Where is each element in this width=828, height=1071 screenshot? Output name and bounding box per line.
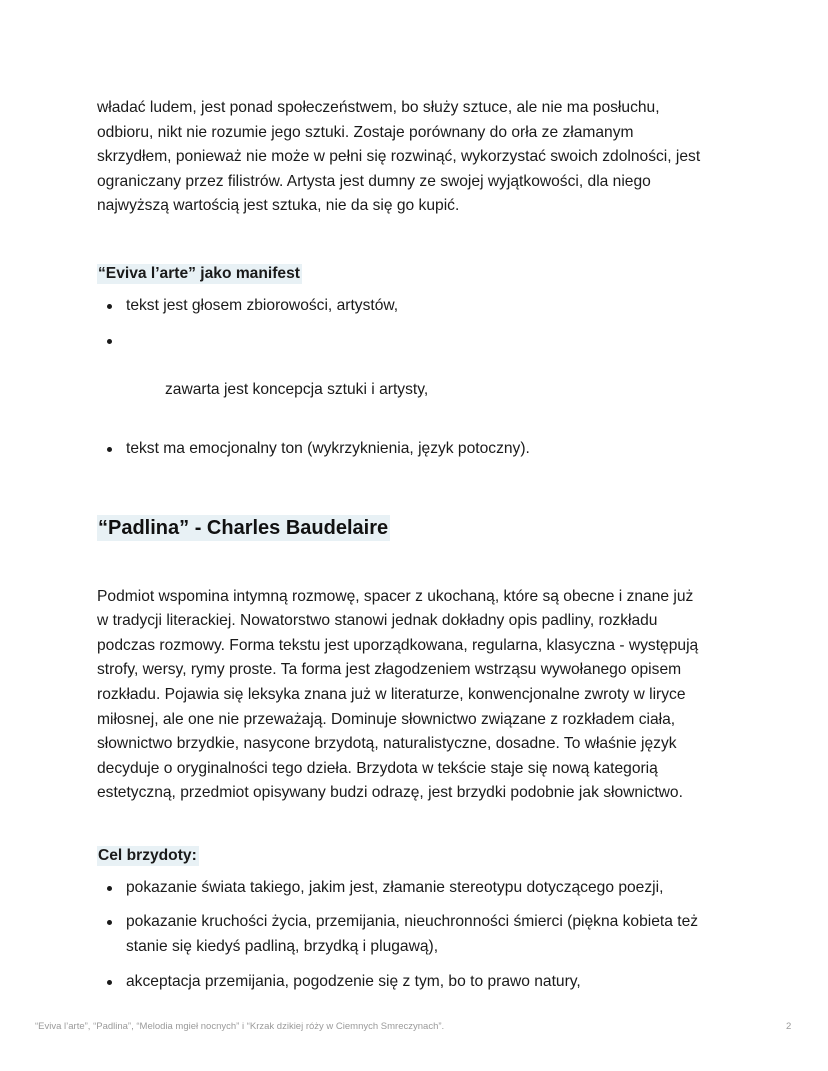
list-item-text: stanie się kiedyś padliną, brzydką i plugawą), — [126, 938, 439, 956]
bullet-icon — [107, 886, 112, 891]
padlina-section — [97, 515, 737, 806]
cel-list — [97, 876, 737, 994]
list-item — [97, 876, 737, 901]
list-item-text: pokazanie świata takiego, jakim jest, złamanie stereotypu dotyczącego poezji, — [126, 878, 664, 896]
paragraph-line: w tradycji literackiej. Nowatorstwo stanowi jednak dokładny opis padliny, rozkładu — [97, 612, 658, 630]
paragraph-line: podczas rozmowy. Forma tekstu jest uporządkowana, regularna, klasyczna - występują — [97, 636, 699, 654]
intro-line: władać ludem, jest ponad społeczeństwem, bo służy sztuce, ale nie ma posłuchu, — [97, 99, 660, 116]
list-item — [97, 437, 737, 462]
document-page — [97, 96, 737, 994]
section-title: “Padlina” - Charles Baudelaire — [98, 516, 389, 539]
list-item — [97, 970, 737, 995]
paragraph-line: Podmiot wspomina intymną rozmowę, spacer z ukochaną, które są obecne i znane już — [97, 587, 694, 605]
list-item-text: zawarta jest koncepcja sztuki i artysty, — [160, 380, 429, 398]
paragraph-line: słownictwo brzydkie, nasycone brzydotą, naturalistyczne, dosadne. To właśnie język — [97, 735, 677, 753]
intro-line: skrzydłem, ponieważ nie może w pełni się rozwinąć, wykorzystać swoich zdolności, jest — [97, 148, 701, 166]
manifest-section — [97, 264, 737, 462]
intro-line: odbioru, nikt nie rozumie jego sztuki. Zostaje porównany do orła ze złamanym — [97, 123, 634, 141]
manifest-heading: “Eviva l’arte” jako manifest — [98, 264, 300, 282]
paragraph-line: estetyczną, przedmiot opisywany budzi odrazę, jest brzydki podobnie jak słownictwo. — [97, 784, 683, 802]
bullet-icon — [107, 920, 112, 925]
bullet-icon — [107, 304, 112, 309]
paragraph-line: miłosnej, ale one nie przeważają. Dominuje słownictwo związane z rozkładem ciała, — [97, 710, 676, 728]
list-item-text: pokazanie kruchości życia, przemijania, nieuchronności śmierci (piękna kobieta też — [126, 913, 699, 931]
list-item-text: tekst ma emocjonalny ton (wykrzyknienia, język potoczny). — [126, 439, 530, 457]
padlina-paragraph — [97, 585, 737, 806]
list-item-text: akceptacja przemijania, pogodzenie się z tym, bo to prawo natury, — [126, 972, 581, 990]
list-item — [97, 294, 737, 319]
cel-heading: Cel brzydoty: — [98, 846, 197, 864]
intro-paragraph — [97, 96, 737, 219]
page-footer: “Eviva l’arte”, “Padlina”, “Melodia mgieł nocnych” i “Krzak dzikiej róży w Ciemnych Smreczynach”. — [35, 1021, 445, 1032]
page-number: 2 — [786, 1021, 792, 1032]
manifest-list — [97, 294, 737, 462]
paragraph-line: strofy, wersy, rymy proste. Ta forma jest złagodzeniem wstrząsu wywołanego opisem — [97, 661, 682, 679]
cel-section — [97, 846, 737, 994]
paragraph-line: rozkładu. Pojawia się leksyka znana już w literaturze, konwencjonalne zwroty w liryce — [97, 685, 686, 703]
paragraph-line: decyduje o oryginalności tego dzieła. Brzydota w tekście staje się nową kategorią — [97, 759, 658, 777]
bullet-icon — [107, 980, 112, 985]
bullet-icon — [107, 339, 112, 344]
list-item — [97, 329, 737, 427]
bullet-icon — [107, 447, 112, 452]
intro-line: najwyższą wartością jest sztuka, nie da się go kupić. — [97, 197, 460, 215]
list-item — [97, 910, 737, 959]
list-item-text: tekst jest głosem zbiorowości, artystów, — [126, 296, 399, 314]
intro-line: ograniczany przez filistrów. Artysta jest dumny ze swojej wyjątkowości, dla niego — [97, 172, 651, 190]
